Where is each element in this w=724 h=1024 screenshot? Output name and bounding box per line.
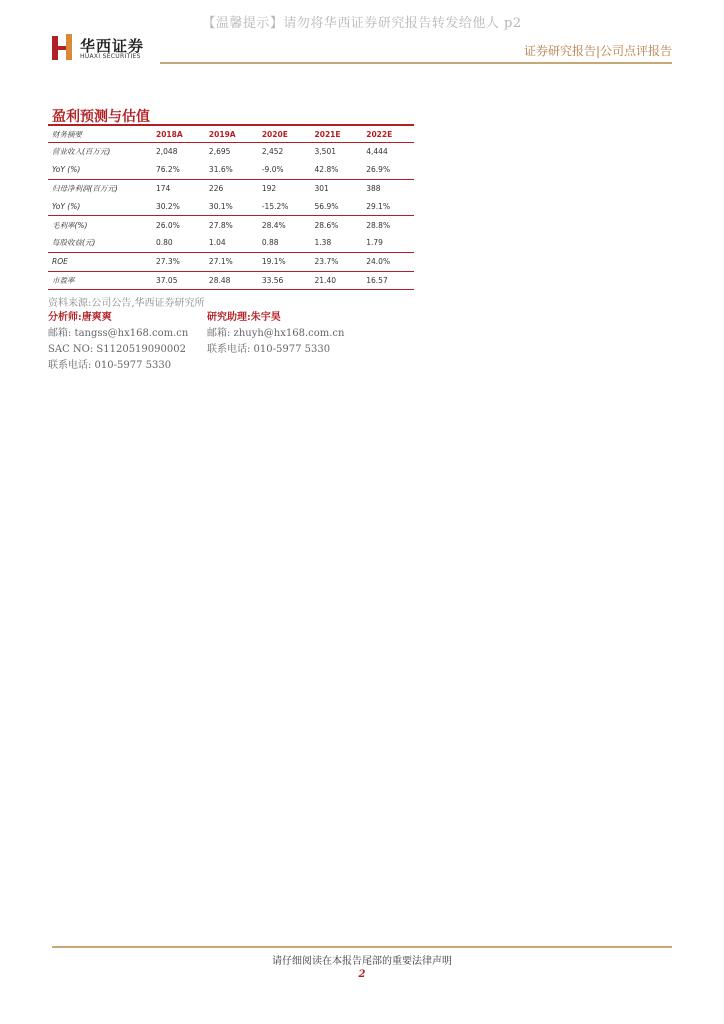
table-cell: 0.80 [156,238,173,248]
year-header: 2021E [311,125,363,143]
row-label: 毛利率(%) [48,216,152,234]
table-row [48,143,414,161]
table-cell: 192 [258,179,311,197]
table-row [48,197,414,215]
header-divider [160,62,672,64]
footer-divider [52,946,672,948]
table-cell: 42.8% [314,165,339,175]
warning-hint: 【温馨提示】请勿将华西证券研究报告转发给他人 p2 [202,16,522,31]
section-title: 盈利预测与估值 [52,109,150,125]
table-row [48,179,414,197]
table-cell: 28.48 [205,271,258,290]
row-label: YoY (%) [52,165,81,175]
table-row [48,271,414,290]
table-cell: 56.9% [314,201,339,211]
table-cell: 3,501 [314,147,336,157]
row-label: 归母净利润(百万元) [48,179,152,197]
table-cell: 33.56 [258,271,311,290]
table-cell: 2,048 [156,147,178,157]
table-cell: 301 [311,179,363,197]
table-cell: 1.04 [208,238,226,248]
logo-english-name: HUAXI SECURITIES [80,53,141,60]
analyst-info [48,310,218,374]
table-cell: 26.9% [366,165,391,175]
table-cell: 0.88 [261,238,279,248]
table-cell: 1.79 [366,238,383,248]
table-row [48,161,414,179]
huaxi-logo [52,34,172,62]
table-cell: 2,452 [261,147,284,157]
table-cell: 29.1% [366,201,391,211]
assistant-info [207,310,377,358]
assistant-email: 邮箱: zhuyh@hx168.com.cn [207,328,345,339]
huaxi-logo-icon [52,34,74,60]
analyst-sac: SAC NO: S1120519090002 [48,344,186,355]
table-cell: 174 [152,179,205,197]
row-label: 市盈率 [48,271,152,290]
table-cell: 28.8% [362,216,414,234]
logo-chinese-name: 华西证券 [80,37,145,55]
year-header: 2018A [152,125,205,143]
report-type: 证券研究报告|公司点评报告 [523,44,672,58]
table-cell: 388 [362,179,414,197]
row-label: YoY (%) [52,201,81,211]
table-header-label: 财务摘要 [48,125,152,143]
table-cell: 31.6% [208,165,233,175]
table-cell: 28.6% [311,216,363,234]
table-cell: -9.0% [261,165,284,175]
year-header: 2019A [205,125,258,143]
table-cell: 27.8% [205,216,258,234]
analyst-name: 唐爽爽 [81,312,112,323]
table-cell: 4,444 [366,147,388,157]
table-cell: 24.0% [362,252,414,271]
table-cell: 37.05 [152,271,205,290]
table-cell: -15.2% [261,201,289,211]
page-number: 2 [358,969,366,980]
table-cell: 2,695 [208,147,231,157]
analyst-role: 分析师: [48,312,82,323]
table-cell: 26.0% [152,216,205,234]
table-row [48,234,414,252]
table-cell: 23.7% [311,252,363,271]
data-source-note: 资料来源:公司公告,华西证券研究所 [48,298,205,309]
table-cell: 27.3% [152,252,205,271]
row-label: 营业收入(百万元) [52,147,111,157]
row-label: 每股收益(元) [52,238,96,248]
table-cell: 226 [205,179,258,197]
row-label: ROE [48,252,152,271]
assistant-role: 研究助理: [207,312,251,323]
year-header: 2022E [362,125,414,143]
table-header-row [48,125,414,143]
table-row [48,252,414,271]
analyst-email: 邮箱: tangss@hx168.com.cn [48,328,189,339]
financial-summary-table [48,124,414,290]
table-row [48,216,414,234]
legal-notice: 请仔细阅读在本报告尾部的重要法律声明 [272,956,452,967]
table-cell: 16.57 [362,271,414,290]
table-cell: 21.40 [311,271,363,290]
table-cell: 76.2% [156,165,180,175]
table-cell: 28.4% [258,216,311,234]
table-cell: 30.2% [156,201,180,211]
table-cell: 1.38 [314,238,332,248]
table-cell: 27.1% [205,252,258,271]
assistant-phone: 联系电话: 010-5977 5330 [207,344,331,355]
table-cell: 19.1% [258,252,311,271]
analyst-phone: 联系电话: 010-5977 5330 [48,360,172,371]
table-cell: 30.1% [208,201,233,211]
assistant-name: 朱宇昊 [250,312,281,323]
year-header: 2020E [258,125,311,143]
